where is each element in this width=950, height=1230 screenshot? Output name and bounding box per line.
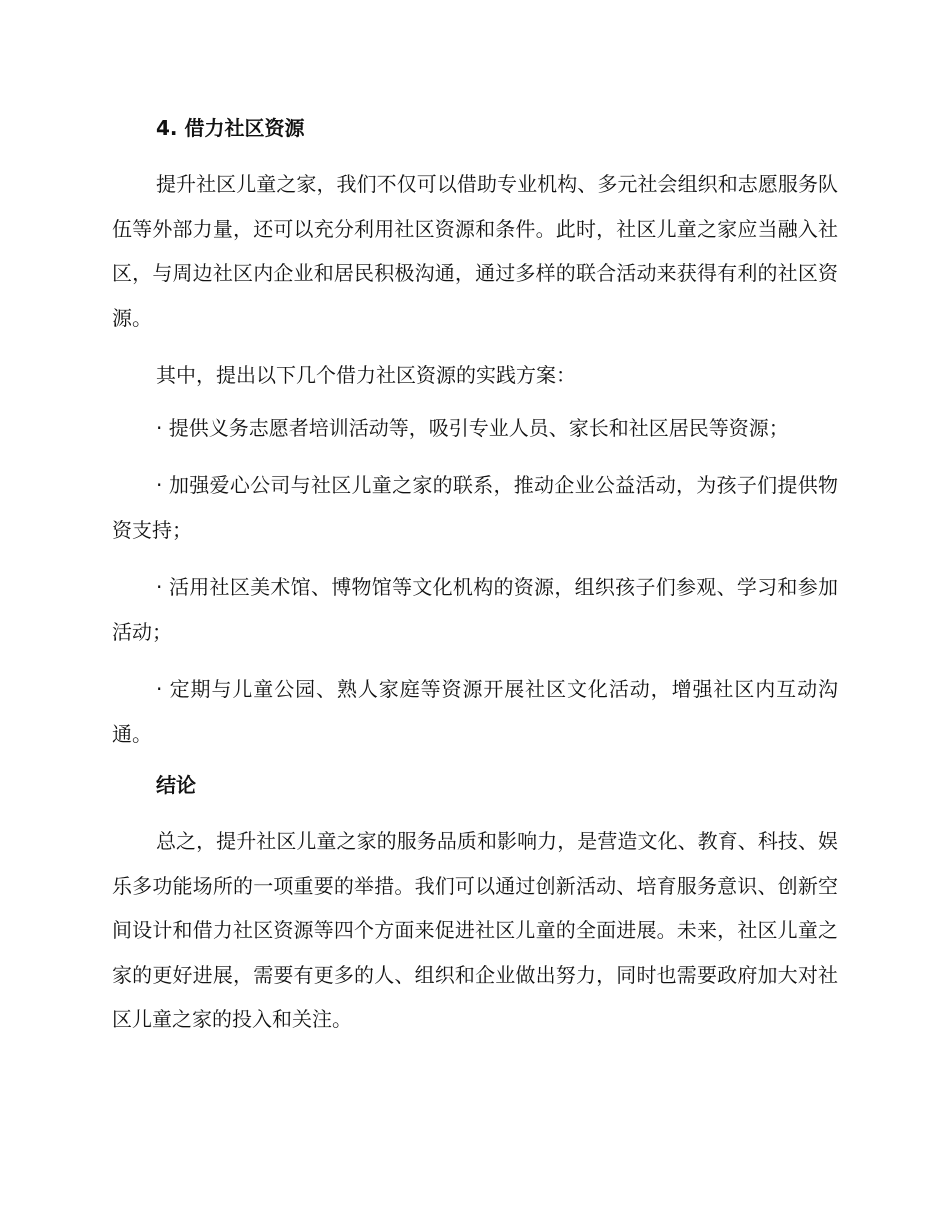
conclusion-paragraph: 总之，提升社区儿童之家的服务品质和影响力，是营造文化、教育、科技、娱乐多功能场所的一项重要的举措。我们可以通过创新活动、培育服务意识、创新空间设计和借力社区资源等四个方面来促进社区儿童的全面进展。未来，社区儿童之家的更好进展，需要有更多的人、组织和企业做出努力，同时也需要政府加大对社区儿童之家的投入和关注。: [112, 829, 838, 1031]
bullet-item: · 活用社区美术馆、博物馆等文化机构的资源，组织孩子们参观、学习和参加活动；: [112, 575, 838, 644]
bullet-item: · 加强爱心公司与社区儿童之家的联系，推动企业公益活动，为孩子们提供物资支持；: [112, 473, 838, 542]
section-heading: 4. 借力社区资源: [156, 116, 305, 140]
bullet-item: · 定期与儿童公园、熟人家庭等资源开展社区文化活动，增强社区内互动沟通。: [112, 677, 838, 746]
lead-paragraph: 其中，提出以下几个借力社区资源的实践方案：: [156, 363, 576, 387]
bullet-item: · 提供义务志愿者培训活动等，吸引专业人员、家长和社区居民等资源；: [156, 415, 789, 440]
intro-paragraph: 提升社区儿童之家，我们不仅可以借助专业机构、多元社会组织和志愿服务队伍等外部力量，还可以充分利用社区资源和条件。此时，社区儿童之家应当融入社区，与周边社区内企业和居民积极沟通，通过多样的联合活动来获得有利的社区资源。: [112, 172, 838, 330]
conclusion-heading: 结论: [156, 773, 196, 797]
